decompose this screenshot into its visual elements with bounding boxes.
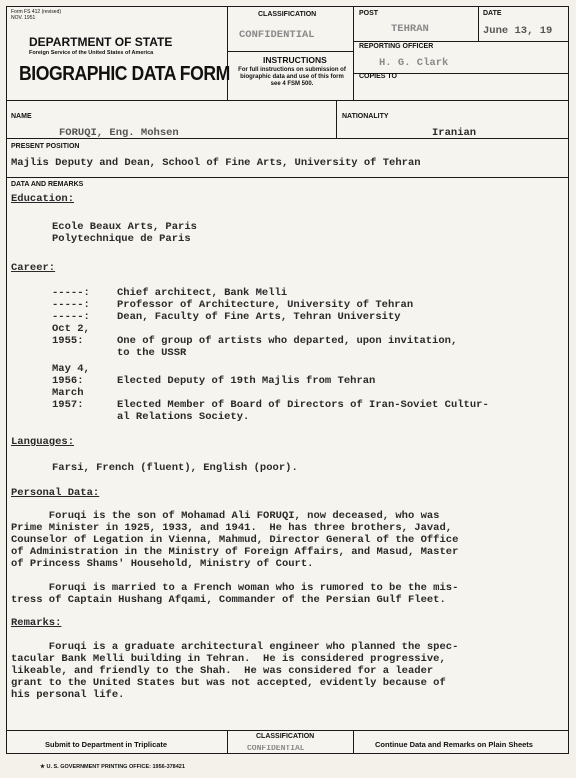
classification-value: CONFIDENTIAL <box>239 29 315 41</box>
paragraph-line: of Administration in the Ministry of Foreign Affairs, and Masud, Master <box>11 546 459 558</box>
career-text: Chief architect, Bank Melli <box>117 287 288 299</box>
languages-text: Farsi, French (fluent), English (poor). <box>52 462 298 474</box>
form-date: NOV. 1951 <box>11 15 36 21</box>
header-divider-3 <box>478 7 479 41</box>
copies-to-label: COPIES TO <box>359 73 397 80</box>
paragraph-line: tacular Bank Melli building in Tehran. He is considered progressive, <box>11 653 446 665</box>
post-value: TEHRAN <box>391 23 429 35</box>
reporting-officer-value: H. G. Clark <box>379 57 449 69</box>
biographic-data-form <box>6 6 569 754</box>
classification-rule <box>227 51 353 52</box>
reporting-officer-label: REPORTING OFFICER <box>359 43 434 50</box>
printing-office-text: U. S. GOVERNMENT PRINTING OFFICE: 1956-378421 <box>46 764 185 770</box>
career-date: 1957: <box>52 399 84 411</box>
service-subtitle: Foreign Service of the United States of America <box>29 50 154 56</box>
nationality-value: Iranian <box>432 127 477 139</box>
form-title: BIOGRAPHIC DATA FORM <box>19 63 230 85</box>
career-date: 1956: <box>52 375 84 387</box>
star-icon: ★ <box>40 764 45 770</box>
printing-office-line <box>40 764 185 770</box>
name-value: FORUQI, Eng. Mohsen <box>59 127 179 139</box>
personal-data-heading: Personal Data: <box>11 487 100 499</box>
paragraph-line: his personal life. <box>11 689 125 701</box>
career-text: al Relations Society. <box>117 411 250 423</box>
education-line: Polytechnique de Paris <box>52 233 191 245</box>
form-number: Form FS 412 (revised) <box>11 9 62 15</box>
personal-paragraph-1 <box>11 510 458 570</box>
nationality-divider <box>336 100 337 138</box>
career-text: Elected Deputy of 19th Majlis from Tehran <box>117 375 376 387</box>
post-rule <box>353 41 568 42</box>
personal-paragraph-2 <box>11 582 458 606</box>
header-divider-1 <box>227 7 228 100</box>
career-date: Oct 2, <box>52 323 90 335</box>
education-line: Ecole Beaux Arts, Paris <box>52 221 197 233</box>
footer-divider-1 <box>227 730 228 753</box>
languages-heading: Languages: <box>11 436 75 448</box>
paragraph-line: Foruqi is married to a French woman who is rumored to be the mis- <box>11 582 459 594</box>
career-date: May 4, <box>52 363 90 375</box>
department-title: DEPARTMENT OF STATE <box>29 35 173 49</box>
career-text: Dean, Faculty of Fine Arts, Tehran University <box>117 311 401 323</box>
submit-triplicate-note: Submit to Department in Triplicate <box>45 740 168 749</box>
classification-label: CLASSIFICATION <box>258 11 317 18</box>
present-position-value: Majlis Deputy and Dean, School of Fine Arts, University of Tehran <box>11 157 421 169</box>
career-heading: Career: <box>11 262 56 274</box>
remarks-heading: Remarks: <box>11 617 62 629</box>
remarks-paragraph <box>11 641 458 701</box>
header-bottom-rule <box>7 100 568 101</box>
paragraph-line: likeable, and friendly to the Shah. He was considered for a leader <box>11 665 434 677</box>
career-text: Professor of Architecture, University of Tehran <box>117 299 414 311</box>
career-text: One of group of artists who departed, upon invitation, <box>117 335 458 347</box>
data-remarks-label: DATA AND REMARKS <box>11 181 84 188</box>
career-date: -----: <box>52 311 90 323</box>
position-row-rule <box>7 177 568 178</box>
paragraph-line: Foruqi is a graduate architectural engineer who planned the spec- <box>11 641 459 653</box>
footer-rule <box>7 730 568 731</box>
paragraph-line: grant to the United States but was not accepted, evidently because of <box>11 677 446 689</box>
date-value: June 13, 19 <box>483 25 553 37</box>
career-date: -----: <box>52 299 90 311</box>
career-date: March <box>52 387 84 399</box>
nationality-label: NATIONALITY <box>342 113 389 120</box>
continue-note: Continue Data and Remarks on Plain Sheets <box>375 740 533 749</box>
instructions-text: For full instructions on submission of biographic data and use of this form see 4 FSM 500. <box>238 67 346 87</box>
post-label: POST <box>359 10 379 17</box>
instructions-label: INSTRUCTIONS <box>263 55 327 65</box>
paragraph-line: Prime Minister in 1925, 1933, and 1941. He has three brothers, Javad, <box>11 522 453 534</box>
career-date: -----: <box>52 287 90 299</box>
paragraph-line: Counselor of Legation in Vienna, Mahmud, Director General of the Office <box>11 534 459 546</box>
present-position-label: PRESENT POSITION <box>11 143 80 150</box>
paragraph-line: tress of Captain Hushang Afqami, Commander of the Persian Gulf Fleet. <box>11 594 446 606</box>
name-label: NAME <box>11 113 32 120</box>
career-text: to the USSR <box>117 347 187 359</box>
header-divider-2 <box>353 7 354 100</box>
education-heading: Education: <box>11 193 75 205</box>
career-text: Elected Member of Board of Directors of Iran-Soviet Cultur- <box>117 399 489 411</box>
paragraph-line: Foruqi is the son of Mohamad Ali FORUQI, now deceased, who was <box>11 510 440 522</box>
footer-classification-value: CONFIDENTIAL <box>247 745 305 751</box>
paragraph-line: of Princess Shams' Household, Ministry of Court. <box>11 558 314 570</box>
footer-classification-label: CLASSIFICATION <box>256 733 315 740</box>
footer-divider-2 <box>353 730 354 753</box>
career-date: 1955: <box>52 335 84 347</box>
date-label: DATE <box>483 10 502 17</box>
